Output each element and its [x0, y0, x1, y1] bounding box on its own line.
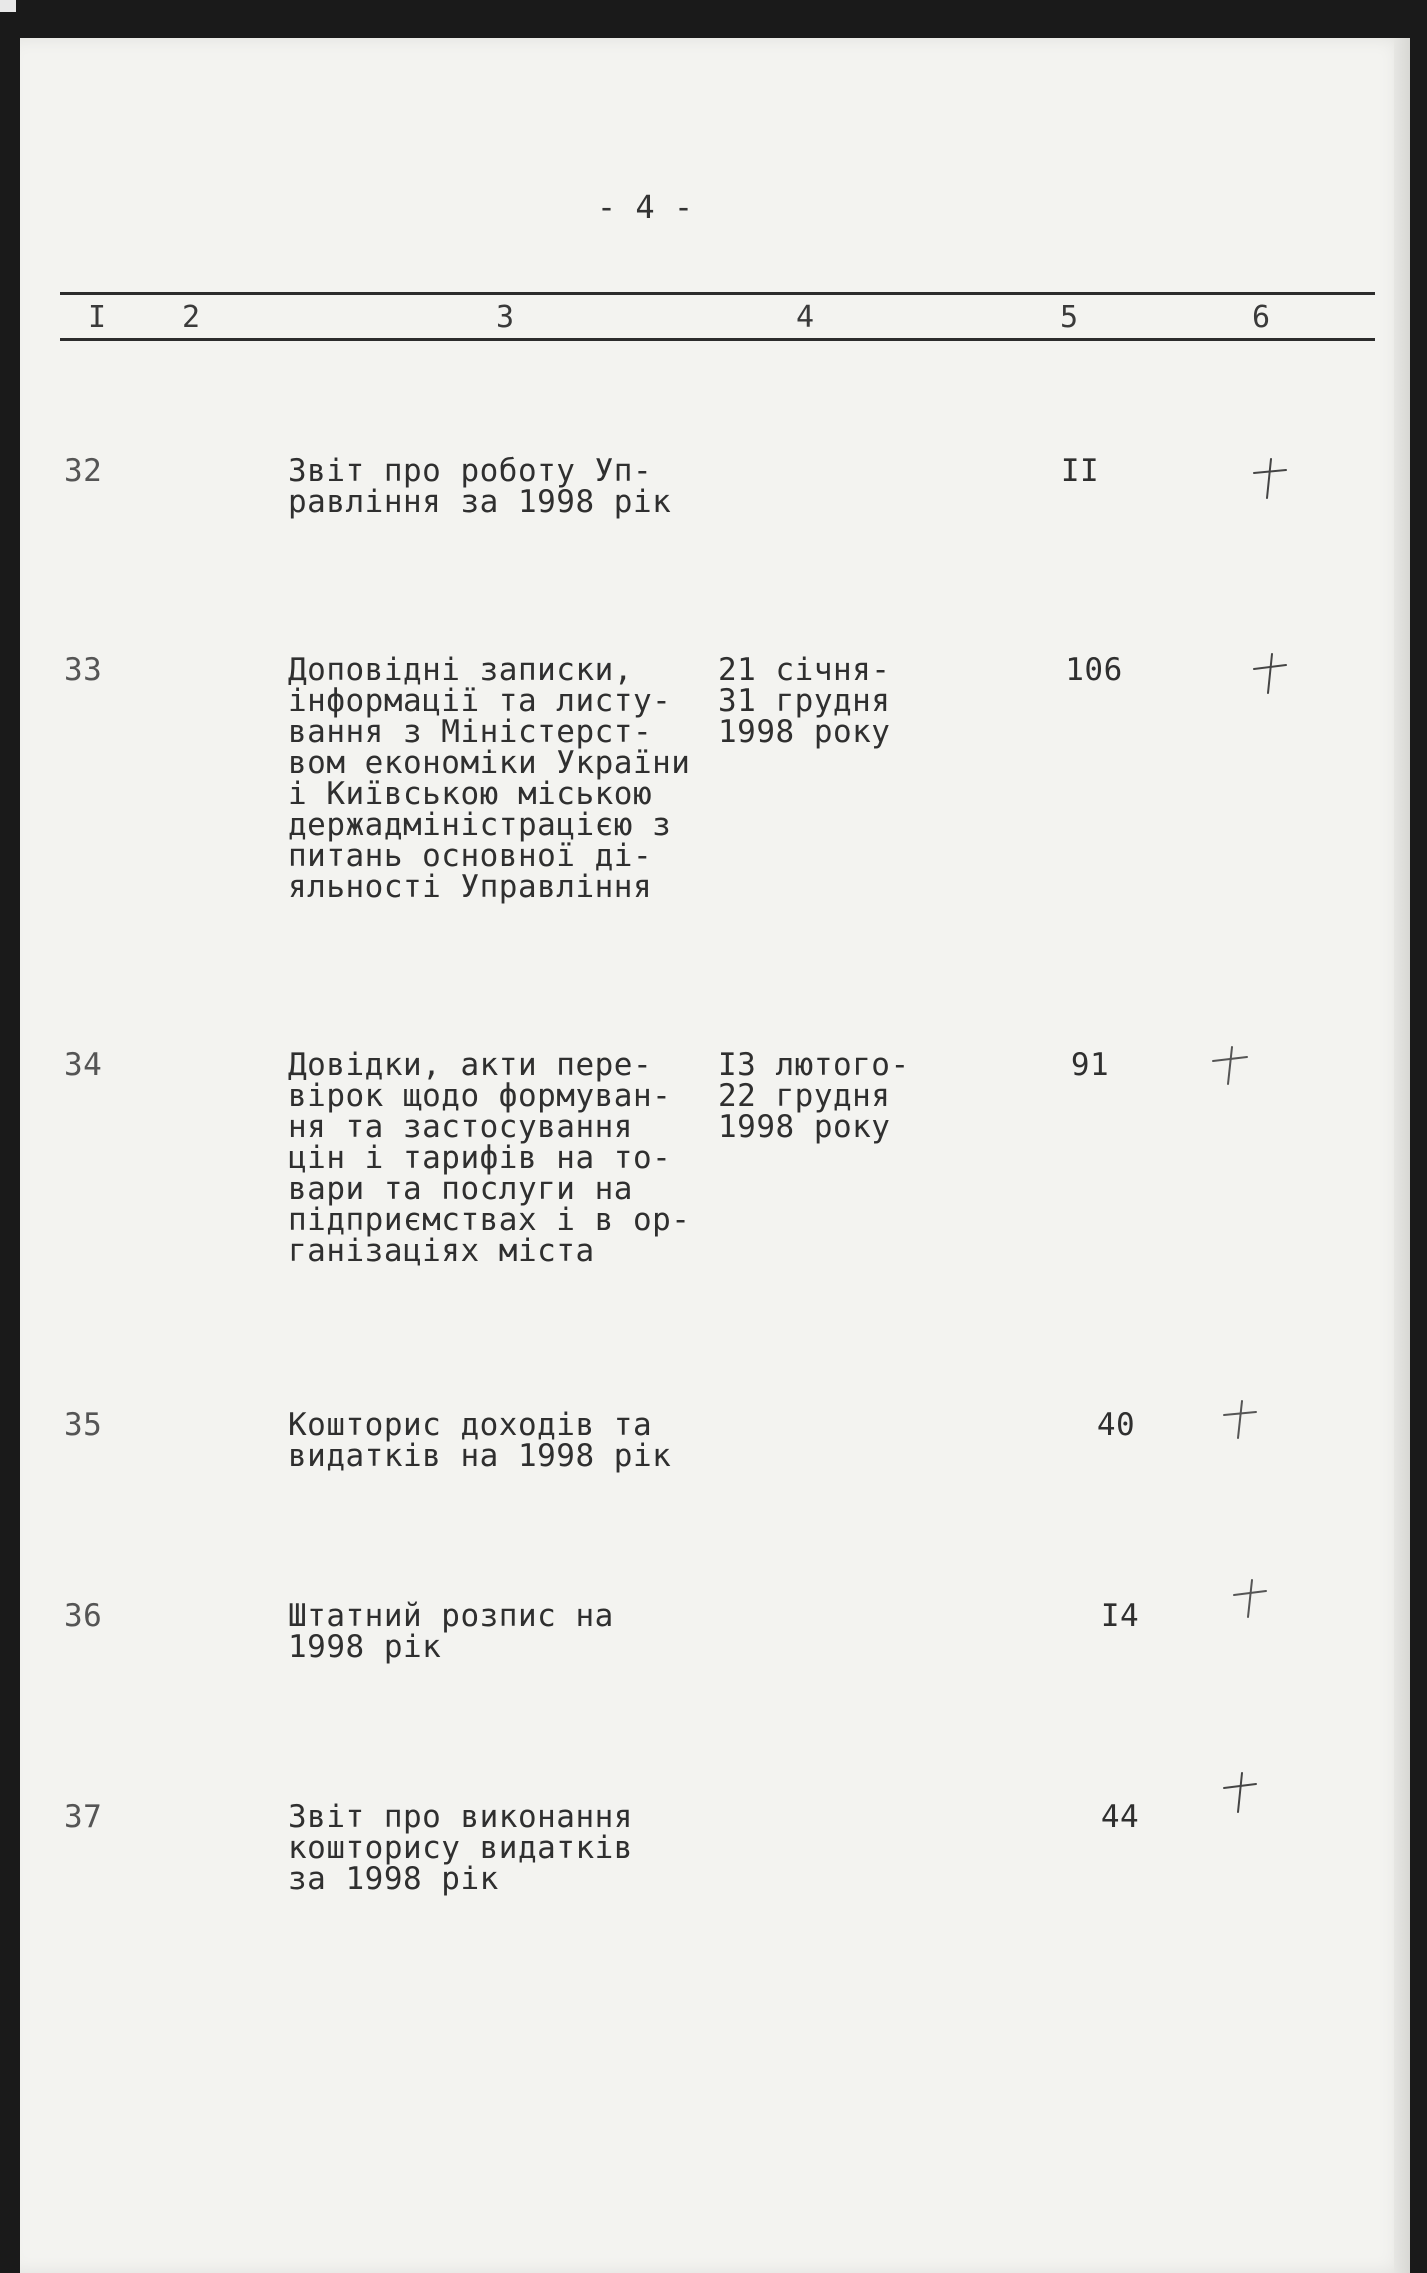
column-number-4: 4: [796, 300, 815, 335]
row-index: 33: [64, 652, 103, 688]
handwritten-check-mark: [1210, 1044, 1250, 1088]
row-sheet-count: 106: [1065, 652, 1123, 688]
handwritten-check-mark: [1230, 1577, 1270, 1621]
column-number-1: I: [88, 300, 107, 335]
row-index: 34: [64, 1047, 103, 1083]
handwritten-check-mark: [1220, 1770, 1260, 1814]
row-sheet-count: II: [1060, 453, 1100, 489]
handwritten-check-mark: [1220, 1398, 1260, 1442]
row-sheet-count: 40: [1096, 1407, 1136, 1443]
scan-corner-tab: [0, 0, 16, 12]
column-number-5: 5: [1060, 300, 1079, 335]
row-index: 36: [64, 1598, 103, 1634]
handwritten-check-mark: [1250, 651, 1290, 695]
row-sheet-count: 91: [1070, 1047, 1110, 1083]
row-title: Звіт про виконання кошторису видатків за 1998 рік: [288, 1799, 633, 1897]
row-title: Доповідні записки, інформації та листу- вання з Міністерст- вом економіки України і Київською міською держадміністрацією з питань основної ді- яльності Управління: [288, 652, 691, 905]
document-page: [20, 38, 1410, 2273]
row-index: 32: [64, 453, 103, 489]
header-rule-top: [60, 292, 1375, 295]
row-title: Довідки, акти пере- вірок щодо формуван- ня та застосування цін і тарифів на то- вари та послуги на підприємствах і в ор- ганізаціях міста: [288, 1047, 691, 1269]
column-number-6: 6: [1252, 300, 1271, 335]
row-dates: 21 січня- 31 грудня 1998 року: [718, 652, 891, 750]
row-title: Кошторис доходів та видатків на 1998 рік: [288, 1407, 672, 1474]
page-number: - 4 -: [596, 188, 694, 226]
row-index: 35: [64, 1407, 103, 1443]
header-rule-bottom: [60, 338, 1375, 341]
row-sheet-count: I4: [1100, 1598, 1140, 1634]
row-dates: I3 лютого- 22 грудня 1998 року: [718, 1047, 910, 1145]
row-sheet-count: 44: [1100, 1799, 1140, 1835]
column-number-2: 2: [182, 300, 201, 335]
row-title: Штатний розпис на 1998 рік: [288, 1598, 614, 1665]
row-index: 37: [64, 1799, 103, 1835]
page-edge-shadow: [1394, 38, 1410, 2273]
row-title: Звіт про роботу Уп- равління за 1998 рік: [288, 453, 672, 520]
handwritten-check-mark: [1250, 456, 1290, 500]
column-number-3: 3: [496, 300, 515, 335]
